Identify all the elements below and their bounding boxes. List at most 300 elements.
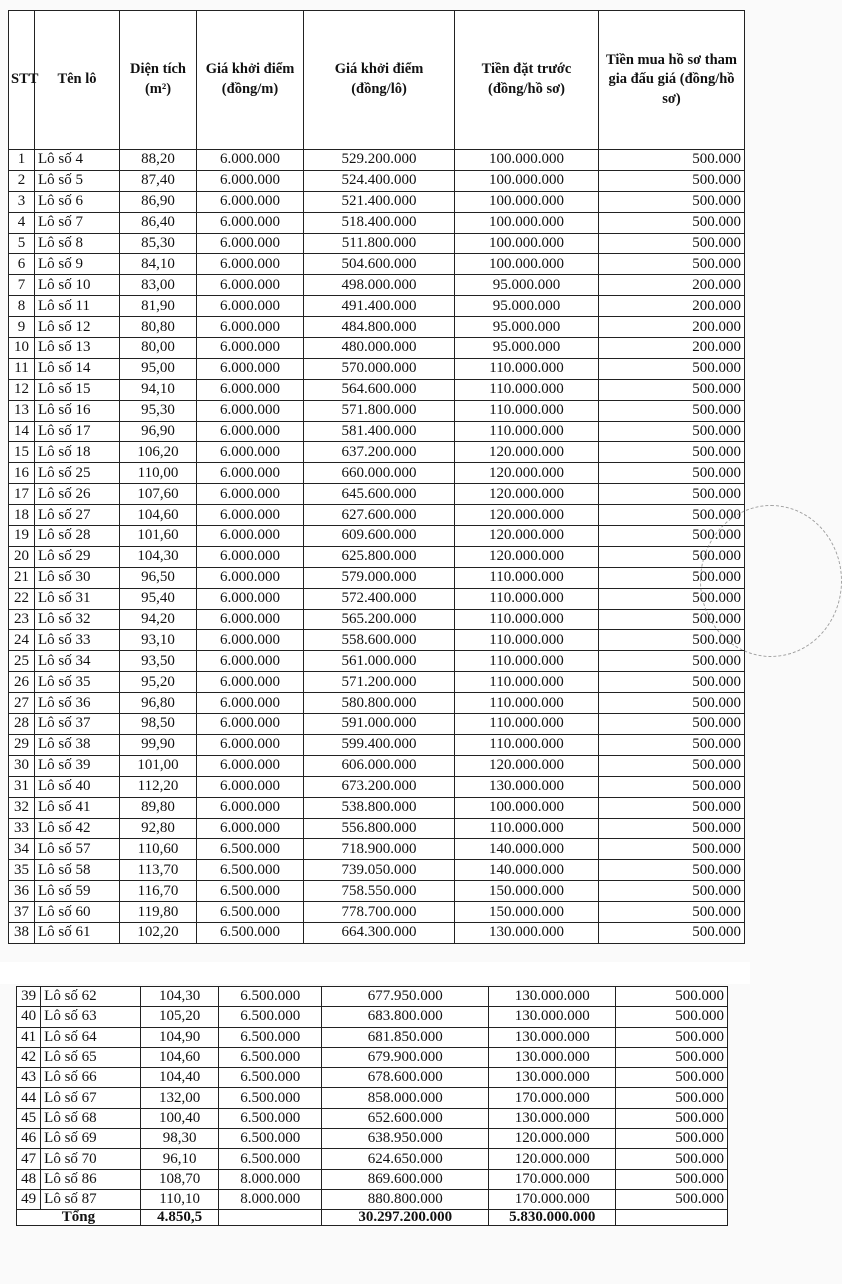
cell-tien-mua-ho-so: 500.000 bbox=[599, 881, 745, 902]
cell-tien-mua-ho-so: 500.000 bbox=[616, 1047, 728, 1067]
cell-gia-khoi-diem-m: 6.000.000 bbox=[197, 567, 304, 588]
cell-gia-khoi-diem-lo: 606.000.000 bbox=[304, 755, 455, 776]
cell-ten-lo: Lô số 40 bbox=[35, 776, 120, 797]
table-row bbox=[9, 463, 745, 484]
cell-tien-mua-ho-so: 500.000 bbox=[599, 693, 745, 714]
cell-dien-tich: 96,50 bbox=[120, 567, 197, 588]
cell-tien-dat-truoc: 100.000.000 bbox=[455, 233, 599, 254]
cell-stt: 49 bbox=[17, 1189, 41, 1209]
cell-gia-khoi-diem-m: 6.000.000 bbox=[197, 421, 304, 442]
table-row bbox=[9, 588, 745, 609]
cell-gia-khoi-diem-m: 6.000.000 bbox=[197, 233, 304, 254]
cell-gia-khoi-diem-m: 6.000.000 bbox=[197, 296, 304, 317]
cell-stt: 9 bbox=[9, 317, 35, 338]
table-row bbox=[9, 421, 745, 442]
cell-tien-mua-ho-so: 500.000 bbox=[616, 987, 728, 1007]
cell-tien-dat-truoc: 100.000.000 bbox=[455, 150, 599, 171]
table-row bbox=[9, 609, 745, 630]
cell-stt: 20 bbox=[9, 546, 35, 567]
cell-gia-khoi-diem-lo: 571.200.000 bbox=[304, 672, 455, 693]
cell-tien-mua-ho-so: 500.000 bbox=[599, 400, 745, 421]
cell-gia-khoi-diem-m: 6.500.000 bbox=[219, 987, 322, 1007]
table-row bbox=[9, 526, 745, 547]
cell-tien-dat-truoc: 150.000.000 bbox=[455, 881, 599, 902]
cell-stt: 25 bbox=[9, 651, 35, 672]
cell-gia-khoi-diem-m: 6.500.000 bbox=[197, 902, 304, 923]
cell-dien-tich: 107,60 bbox=[120, 484, 197, 505]
cell-gia-khoi-diem-m: 6.000.000 bbox=[197, 400, 304, 421]
cell-gia-khoi-diem-lo: 591.000.000 bbox=[304, 714, 455, 735]
cell-gia-khoi-diem-m: 6.000.000 bbox=[197, 797, 304, 818]
cell-stt: 6 bbox=[9, 254, 35, 275]
table-row bbox=[9, 358, 745, 379]
cell-tien-mua-ho-so: 200.000 bbox=[599, 338, 745, 359]
cell-tien-dat-truoc: 100.000.000 bbox=[455, 254, 599, 275]
cell-tien-mua-ho-so: 200.000 bbox=[599, 317, 745, 338]
cell-gia-khoi-diem-m: 6.000.000 bbox=[197, 484, 304, 505]
cell-dien-tich: 80,00 bbox=[120, 338, 197, 359]
table-row bbox=[9, 797, 745, 818]
cell-dien-tich: 119,80 bbox=[120, 902, 197, 923]
cell-gia-khoi-diem-lo: 609.600.000 bbox=[304, 526, 455, 547]
cell-dien-tich: 98,50 bbox=[120, 714, 197, 735]
cell-tien-mua-ho-so: 500.000 bbox=[599, 463, 745, 484]
cell-gia-khoi-diem-m: 6.500.000 bbox=[197, 860, 304, 881]
cell-tien-dat-truoc: 110.000.000 bbox=[455, 693, 599, 714]
cell-dien-tich: 104,90 bbox=[140, 1027, 219, 1047]
cell-gia-khoi-diem-lo: 624.650.000 bbox=[322, 1149, 489, 1169]
cell-dien-tich: 95,20 bbox=[120, 672, 197, 693]
cell-stt: 23 bbox=[9, 609, 35, 630]
cell-gia-khoi-diem-lo: 739.050.000 bbox=[304, 860, 455, 881]
cell-tien-dat-truoc: 110.000.000 bbox=[455, 379, 599, 400]
cell-ten-lo: Lô số 33 bbox=[35, 630, 120, 651]
cell-tien-dat-truoc: 110.000.000 bbox=[455, 818, 599, 839]
cell-ten-lo: Lô số 14 bbox=[35, 358, 120, 379]
cell-tien-dat-truoc: 100.000.000 bbox=[455, 191, 599, 212]
cell-gia-khoi-diem-m: 6.000.000 bbox=[197, 672, 304, 693]
cell-tien-mua-ho-so: 500.000 bbox=[599, 860, 745, 881]
table-row bbox=[9, 338, 745, 359]
cell-ten-lo: Lô số 13 bbox=[35, 338, 120, 359]
cell-gia-khoi-diem-m: 6.000.000 bbox=[197, 693, 304, 714]
total-row bbox=[17, 1210, 728, 1226]
cell-tien-mua-ho-so: 200.000 bbox=[599, 275, 745, 296]
cell-tien-mua-ho-so: 500.000 bbox=[599, 254, 745, 275]
cell-stt: 26 bbox=[9, 672, 35, 693]
cell-tien-dat-truoc: 150.000.000 bbox=[455, 902, 599, 923]
table-row bbox=[17, 1149, 728, 1169]
table-row bbox=[9, 755, 745, 776]
cell-stt: 39 bbox=[17, 987, 41, 1007]
cell-dien-tich: 95,30 bbox=[120, 400, 197, 421]
cell-stt: 47 bbox=[17, 1149, 41, 1169]
cell-tien-mua-ho-so: 500.000 bbox=[599, 672, 745, 693]
cell-gia-khoi-diem-lo: 504.600.000 bbox=[304, 254, 455, 275]
cell-dien-tich: 108,70 bbox=[140, 1169, 219, 1189]
cell-tien-mua-ho-so: 500.000 bbox=[599, 484, 745, 505]
cell-stt: 33 bbox=[9, 818, 35, 839]
cell-ten-lo: Lô số 62 bbox=[41, 987, 141, 1007]
cell-gia-khoi-diem-lo: 579.000.000 bbox=[304, 567, 455, 588]
cell-tien-dat-truoc: 110.000.000 bbox=[455, 567, 599, 588]
cell-ten-lo: Lô số 6 bbox=[35, 191, 120, 212]
table-row bbox=[9, 672, 745, 693]
cell-ten-lo: Lô số 38 bbox=[35, 734, 120, 755]
cell-tien-dat-truoc: 120.000.000 bbox=[455, 484, 599, 505]
cell-tien-mua-ho-so: 500.000 bbox=[599, 818, 745, 839]
cell-tien-dat-truoc: 100.000.000 bbox=[455, 212, 599, 233]
cell-stt: 17 bbox=[9, 484, 35, 505]
cell-stt: 46 bbox=[17, 1129, 41, 1149]
cell-tien-dat-truoc: 110.000.000 bbox=[455, 651, 599, 672]
cell-stt: 28 bbox=[9, 714, 35, 735]
cell-ten-lo: Lô số 68 bbox=[41, 1108, 141, 1128]
cell-gia-khoi-diem-lo: 558.600.000 bbox=[304, 630, 455, 651]
table-row bbox=[9, 296, 745, 317]
cell-gia-khoi-diem-lo: 580.800.000 bbox=[304, 693, 455, 714]
table-body-page-1 bbox=[9, 150, 745, 944]
cell-stt: 41 bbox=[17, 1027, 41, 1047]
cell-stt: 8 bbox=[9, 296, 35, 317]
cell-gia-khoi-diem-lo: 524.400.000 bbox=[304, 170, 455, 191]
cell-dien-tich: 96,80 bbox=[120, 693, 197, 714]
cell-ten-lo: Lô số 8 bbox=[35, 233, 120, 254]
cell-gia-khoi-diem-m: 6.500.000 bbox=[219, 1088, 322, 1108]
cell-stt: 43 bbox=[17, 1068, 41, 1088]
cell-ten-lo: Lô số 86 bbox=[41, 1169, 141, 1189]
table-row bbox=[9, 275, 745, 296]
cell-gia-khoi-diem-lo: 518.400.000 bbox=[304, 212, 455, 233]
table-row bbox=[9, 776, 745, 797]
cell-gia-khoi-diem-lo: 681.850.000 bbox=[322, 1027, 489, 1047]
cell-gia-khoi-diem-m: 6.500.000 bbox=[197, 839, 304, 860]
table-row bbox=[9, 567, 745, 588]
cell-stt: 12 bbox=[9, 379, 35, 400]
cell-stt: 30 bbox=[9, 755, 35, 776]
cell-ten-lo: Lô số 66 bbox=[41, 1068, 141, 1088]
auction-lots-table-page-1 bbox=[8, 10, 745, 944]
cell-tien-dat-truoc: 120.000.000 bbox=[489, 1149, 616, 1169]
table-row bbox=[9, 400, 745, 421]
cell-gia-khoi-diem-lo: 880.800.000 bbox=[322, 1189, 489, 1209]
cell-tien-dat-truoc: 120.000.000 bbox=[455, 546, 599, 567]
cell-dien-tich: 99,90 bbox=[120, 734, 197, 755]
cell-tien-dat-truoc: 95.000.000 bbox=[455, 296, 599, 317]
cell-ten-lo: Lô số 11 bbox=[35, 296, 120, 317]
cell-ten-lo: Lô số 17 bbox=[35, 421, 120, 442]
cell-ten-lo: Lô số 7 bbox=[35, 212, 120, 233]
cell-gia-khoi-diem-lo: 484.800.000 bbox=[304, 317, 455, 338]
cell-gia-khoi-diem-lo: 678.600.000 bbox=[322, 1068, 489, 1088]
header-tien-dat-truoc: Tiền đặt trước (đồng/hồ sơ) bbox=[455, 11, 599, 150]
cell-dien-tich: 104,60 bbox=[140, 1047, 219, 1067]
cell-dien-tich: 89,80 bbox=[120, 797, 197, 818]
cell-gia-khoi-diem-lo: 511.800.000 bbox=[304, 233, 455, 254]
cell-gia-khoi-diem-m: 6.500.000 bbox=[219, 1149, 322, 1169]
cell-tien-mua-ho-so: 500.000 bbox=[599, 526, 745, 547]
cell-tien-mua-ho-so: 500.000 bbox=[599, 839, 745, 860]
cell-tien-dat-truoc: 110.000.000 bbox=[455, 714, 599, 735]
cell-gia-khoi-diem-lo: 778.700.000 bbox=[304, 902, 455, 923]
cell-dien-tich: 112,20 bbox=[120, 776, 197, 797]
cell-stt: 32 bbox=[9, 797, 35, 818]
cell-tien-mua-ho-so: 500.000 bbox=[616, 1129, 728, 1149]
table-header-row bbox=[9, 11, 745, 150]
cell-tien-dat-truoc: 120.000.000 bbox=[455, 505, 599, 526]
cell-tien-mua-ho-so: 500.000 bbox=[599, 442, 745, 463]
cell-tien-mua-ho-so: 500.000 bbox=[599, 588, 745, 609]
cell-dien-tich: 110,00 bbox=[120, 463, 197, 484]
cell-ten-lo: Lô số 30 bbox=[35, 567, 120, 588]
cell-tien-mua-ho-so: 500.000 bbox=[599, 714, 745, 735]
cell-gia-khoi-diem-m: 6.000.000 bbox=[197, 546, 304, 567]
cell-gia-khoi-diem-m: 6.000.000 bbox=[197, 212, 304, 233]
cell-ten-lo: Lô số 58 bbox=[35, 860, 120, 881]
cell-ten-lo: Lô số 36 bbox=[35, 693, 120, 714]
cell-gia-khoi-diem-lo: 521.400.000 bbox=[304, 191, 455, 212]
cell-stt: 4 bbox=[9, 212, 35, 233]
cell-ten-lo: Lô số 34 bbox=[35, 651, 120, 672]
cell-gia-khoi-diem-m: 6.500.000 bbox=[219, 1027, 322, 1047]
cell-gia-khoi-diem-lo: 664.300.000 bbox=[304, 922, 455, 943]
total-label: Tổng bbox=[17, 1210, 141, 1226]
cell-tien-dat-truoc: 130.000.000 bbox=[489, 1068, 616, 1088]
cell-tien-mua-ho-so: 500.000 bbox=[616, 1007, 728, 1027]
cell-tien-dat-truoc: 130.000.000 bbox=[489, 1108, 616, 1128]
cell-ten-lo: Lô số 5 bbox=[35, 170, 120, 191]
cell-dien-tich: 105,20 bbox=[140, 1007, 219, 1027]
cell-gia-khoi-diem-m: 6.500.000 bbox=[219, 1068, 322, 1088]
table-row bbox=[9, 693, 745, 714]
cell-gia-khoi-diem-lo: 638.950.000 bbox=[322, 1129, 489, 1149]
cell-gia-khoi-diem-m: 6.000.000 bbox=[197, 609, 304, 630]
cell-gia-khoi-diem-lo: 565.200.000 bbox=[304, 609, 455, 630]
cell-tien-dat-truoc: 120.000.000 bbox=[455, 442, 599, 463]
table-row bbox=[9, 922, 745, 943]
cell-dien-tich: 101,60 bbox=[120, 526, 197, 547]
cell-tien-mua-ho-so: 500.000 bbox=[599, 546, 745, 567]
header-stt: STT bbox=[9, 11, 35, 150]
table-row bbox=[9, 505, 745, 526]
cell-gia-khoi-diem-lo: 660.000.000 bbox=[304, 463, 455, 484]
cell-stt: 1 bbox=[9, 150, 35, 171]
table-row bbox=[17, 1088, 728, 1108]
cell-tien-mua-ho-so: 500.000 bbox=[599, 150, 745, 171]
cell-dien-tich: 116,70 bbox=[120, 881, 197, 902]
cell-gia-khoi-diem-lo: 677.950.000 bbox=[322, 987, 489, 1007]
total-dien-tich: 4.850,5 bbox=[140, 1210, 219, 1226]
cell-tien-dat-truoc: 130.000.000 bbox=[489, 987, 616, 1007]
table-row bbox=[9, 484, 745, 505]
cell-tien-dat-truoc: 95.000.000 bbox=[455, 338, 599, 359]
cell-dien-tich: 101,00 bbox=[120, 755, 197, 776]
cell-gia-khoi-diem-lo: 652.600.000 bbox=[322, 1108, 489, 1128]
cell-tien-mua-ho-so: 500.000 bbox=[599, 567, 745, 588]
cell-dien-tich: 87,40 bbox=[120, 170, 197, 191]
cell-tien-dat-truoc: 130.000.000 bbox=[489, 1047, 616, 1067]
cell-ten-lo: Lô số 29 bbox=[35, 546, 120, 567]
cell-dien-tich: 94,20 bbox=[120, 609, 197, 630]
table-row bbox=[9, 651, 745, 672]
cell-tien-dat-truoc: 110.000.000 bbox=[455, 630, 599, 651]
cell-gia-khoi-diem-m: 6.000.000 bbox=[197, 651, 304, 672]
cell-stt: 45 bbox=[17, 1108, 41, 1128]
header-dien-tich: Diện tích (m²) bbox=[120, 11, 197, 150]
cell-gia-khoi-diem-m: 6.000.000 bbox=[197, 463, 304, 484]
header-ten-lo: Tên lô bbox=[35, 11, 120, 150]
cell-gia-khoi-diem-lo: 627.600.000 bbox=[304, 505, 455, 526]
cell-gia-khoi-diem-m: 6.500.000 bbox=[219, 1129, 322, 1149]
cell-tien-mua-ho-so: 200.000 bbox=[599, 296, 745, 317]
cell-tien-mua-ho-so: 500.000 bbox=[616, 1027, 728, 1047]
cell-ten-lo: Lô số 69 bbox=[41, 1129, 141, 1149]
cell-gia-khoi-diem-m: 8.000.000 bbox=[219, 1189, 322, 1209]
cell-tien-mua-ho-so: 500.000 bbox=[599, 421, 745, 442]
cell-tien-mua-ho-so: 500.000 bbox=[599, 609, 745, 630]
cell-stt: 11 bbox=[9, 358, 35, 379]
table-row bbox=[9, 442, 745, 463]
header-gia-khoi-diem-m: Giá khởi điểm (đồng/m) bbox=[197, 11, 304, 150]
cell-tien-dat-truoc: 140.000.000 bbox=[455, 839, 599, 860]
cell-tien-mua-ho-so: 500.000 bbox=[616, 1169, 728, 1189]
cell-dien-tich: 80,80 bbox=[120, 317, 197, 338]
cell-tien-mua-ho-so: 500.000 bbox=[616, 1149, 728, 1169]
cell-stt: 24 bbox=[9, 630, 35, 651]
cell-gia-khoi-diem-m: 6.500.000 bbox=[219, 1007, 322, 1027]
cell-stt: 48 bbox=[17, 1169, 41, 1189]
cell-gia-khoi-diem-m: 6.000.000 bbox=[197, 338, 304, 359]
table-row bbox=[17, 1007, 728, 1027]
cell-gia-khoi-diem-lo: 625.800.000 bbox=[304, 546, 455, 567]
cell-stt: 15 bbox=[9, 442, 35, 463]
cell-ten-lo: Lô số 37 bbox=[35, 714, 120, 735]
cell-tien-mua-ho-so: 500.000 bbox=[599, 379, 745, 400]
cell-dien-tich: 83,00 bbox=[120, 275, 197, 296]
table-row bbox=[9, 860, 745, 881]
cell-tien-dat-truoc: 140.000.000 bbox=[455, 860, 599, 881]
cell-tien-mua-ho-so: 500.000 bbox=[599, 170, 745, 191]
cell-gia-khoi-diem-lo: 599.400.000 bbox=[304, 734, 455, 755]
cell-gia-khoi-diem-lo: 858.000.000 bbox=[322, 1088, 489, 1108]
cell-dien-tich: 98,30 bbox=[140, 1129, 219, 1149]
cell-dien-tich: 81,90 bbox=[120, 296, 197, 317]
table-row bbox=[17, 1047, 728, 1067]
cell-gia-khoi-diem-lo: 869.600.000 bbox=[322, 1169, 489, 1189]
cell-tien-mua-ho-so: 500.000 bbox=[599, 755, 745, 776]
table-row bbox=[17, 1108, 728, 1128]
cell-stt: 7 bbox=[9, 275, 35, 296]
cell-gia-khoi-diem-lo: 645.600.000 bbox=[304, 484, 455, 505]
cell-tien-dat-truoc: 120.000.000 bbox=[455, 755, 599, 776]
total-tien-dat-truoc: 5.830.000.000 bbox=[489, 1210, 616, 1226]
table-row bbox=[9, 881, 745, 902]
table-row bbox=[17, 1169, 728, 1189]
cell-dien-tich: 88,20 bbox=[120, 150, 197, 171]
cell-tien-mua-ho-so: 500.000 bbox=[616, 1108, 728, 1128]
cell-stt: 29 bbox=[9, 734, 35, 755]
cell-dien-tich: 102,20 bbox=[120, 922, 197, 943]
cell-stt: 35 bbox=[9, 860, 35, 881]
cell-dien-tich: 86,90 bbox=[120, 191, 197, 212]
cell-stt: 2 bbox=[9, 170, 35, 191]
table-row bbox=[17, 987, 728, 1007]
cell-ten-lo: Lô số 87 bbox=[41, 1189, 141, 1209]
cell-tien-dat-truoc: 130.000.000 bbox=[489, 1027, 616, 1047]
cell-tien-dat-truoc: 120.000.000 bbox=[455, 463, 599, 484]
table-row bbox=[17, 1027, 728, 1047]
cell-gia-khoi-diem-lo: 637.200.000 bbox=[304, 442, 455, 463]
cell-tien-dat-truoc: 100.000.000 bbox=[455, 170, 599, 191]
cell-stt: 5 bbox=[9, 233, 35, 254]
cell-dien-tich: 96,90 bbox=[120, 421, 197, 442]
cell-dien-tich: 104,30 bbox=[120, 546, 197, 567]
cell-gia-khoi-diem-lo: 529.200.000 bbox=[304, 150, 455, 171]
cell-stt: 44 bbox=[17, 1088, 41, 1108]
cell-gia-khoi-diem-m: 6.000.000 bbox=[197, 317, 304, 338]
cell-ten-lo: Lô số 70 bbox=[41, 1149, 141, 1169]
cell-stt: 10 bbox=[9, 338, 35, 359]
cell-ten-lo: Lô số 39 bbox=[35, 755, 120, 776]
cell-gia-khoi-diem-lo: 718.900.000 bbox=[304, 839, 455, 860]
cell-tien-dat-truoc: 170.000.000 bbox=[489, 1169, 616, 1189]
cell-gia-khoi-diem-m: 6.000.000 bbox=[197, 170, 304, 191]
cell-tien-mua-ho-so: 500.000 bbox=[599, 734, 745, 755]
cell-gia-khoi-diem-m: 6.000.000 bbox=[197, 505, 304, 526]
cell-dien-tich: 93,50 bbox=[120, 651, 197, 672]
cell-ten-lo: Lô số 57 bbox=[35, 839, 120, 860]
cell-gia-khoi-diem-lo: 556.800.000 bbox=[304, 818, 455, 839]
cell-gia-khoi-diem-lo: 581.400.000 bbox=[304, 421, 455, 442]
cell-tien-mua-ho-so: 500.000 bbox=[599, 630, 745, 651]
cell-gia-khoi-diem-m: 6.000.000 bbox=[197, 776, 304, 797]
cell-stt: 3 bbox=[9, 191, 35, 212]
cell-dien-tich: 132,00 bbox=[140, 1088, 219, 1108]
cell-gia-khoi-diem-m: 6.500.000 bbox=[219, 1047, 322, 1067]
cell-tien-dat-truoc: 100.000.000 bbox=[455, 797, 599, 818]
cell-tien-mua-ho-so: 500.000 bbox=[599, 651, 745, 672]
cell-ten-lo: Lô số 65 bbox=[41, 1047, 141, 1067]
cell-ten-lo: Lô số 27 bbox=[35, 505, 120, 526]
cell-tien-mua-ho-so: 500.000 bbox=[599, 212, 745, 233]
cell-gia-khoi-diem-m: 6.500.000 bbox=[219, 1108, 322, 1128]
cell-dien-tich: 100,40 bbox=[140, 1108, 219, 1128]
cell-ten-lo: Lô số 41 bbox=[35, 797, 120, 818]
cell-ten-lo: Lô số 64 bbox=[41, 1027, 141, 1047]
cell-stt: 37 bbox=[9, 902, 35, 923]
cell-tien-mua-ho-so: 500.000 bbox=[616, 1068, 728, 1088]
cell-ten-lo: Lô số 15 bbox=[35, 379, 120, 400]
cell-gia-khoi-diem-m: 6.000.000 bbox=[197, 588, 304, 609]
cell-dien-tich: 95,00 bbox=[120, 358, 197, 379]
table-row bbox=[9, 170, 745, 191]
cell-stt: 38 bbox=[9, 922, 35, 943]
cell-tien-dat-truoc: 110.000.000 bbox=[455, 358, 599, 379]
cell-ten-lo: Lô số 59 bbox=[35, 881, 120, 902]
cell-tien-dat-truoc: 110.000.000 bbox=[455, 734, 599, 755]
cell-tien-dat-truoc: 110.000.000 bbox=[455, 609, 599, 630]
cell-stt: 16 bbox=[9, 463, 35, 484]
table-row bbox=[17, 1189, 728, 1209]
cell-dien-tich: 104,30 bbox=[140, 987, 219, 1007]
cell-dien-tich: 110,10 bbox=[140, 1189, 219, 1209]
cell-tien-mua-ho-so: 500.000 bbox=[616, 1189, 728, 1209]
cell-gia-khoi-diem-lo: 491.400.000 bbox=[304, 296, 455, 317]
cell-tien-dat-truoc: 110.000.000 bbox=[455, 400, 599, 421]
cell-gia-khoi-diem-lo: 571.800.000 bbox=[304, 400, 455, 421]
cell-dien-tich: 106,20 bbox=[120, 442, 197, 463]
cell-dien-tich: 85,30 bbox=[120, 233, 197, 254]
